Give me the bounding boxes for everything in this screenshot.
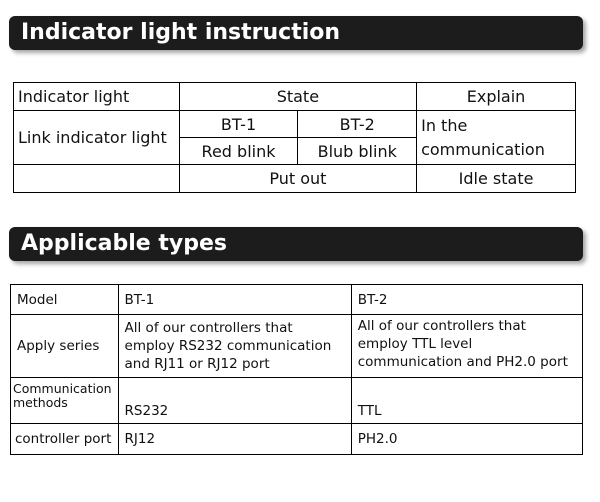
table-header-row (14, 83, 576, 111)
table-row (11, 285, 583, 315)
link-indicator-label: Link indicator light (14, 111, 180, 165)
text-line: Communication (13, 381, 112, 396)
header-indicator-light: Indicator light (14, 83, 180, 111)
text-line: All of our controllers that (124, 320, 293, 336)
text-line: communication and PH2.0 port (357, 354, 568, 370)
explain-line: In the (421, 115, 468, 135)
controller-port-label: controller port (11, 424, 119, 455)
text-line: employ TTL level (357, 336, 473, 352)
link-explain (417, 111, 576, 165)
empty-cell (14, 165, 180, 193)
explain-line: communication (421, 139, 545, 159)
text-line: and RJ11 or RJ12 port (124, 356, 270, 372)
comm-bt2: TTL (351, 378, 582, 424)
bt2-state: Blub blink (298, 138, 417, 165)
model-bt1: BT-1 (118, 285, 351, 315)
bt1-state: Red blink (179, 138, 298, 165)
table-row (11, 424, 583, 455)
bt2-label: BT-2 (298, 111, 417, 138)
header-explain: Explain (417, 83, 576, 111)
idle-state: Put out (179, 165, 416, 193)
apply-series-label: Apply series (11, 315, 119, 378)
section-title-applicable-types: Applicable types (9, 227, 583, 261)
applicable-types-table (10, 284, 583, 455)
text-line: employ RS232 communication (124, 338, 332, 354)
section-title-indicator-light: Indicator light instruction (9, 16, 583, 50)
apply-series-bt1 (118, 315, 351, 378)
model-bt2: BT-2 (351, 285, 582, 315)
table-row (14, 165, 576, 193)
text-line: All of our controllers that (357, 318, 526, 334)
model-label: Model (11, 285, 119, 315)
table-row (14, 111, 576, 138)
idle-explain: Idle state (417, 165, 576, 193)
comm-bt1: RS232 (118, 378, 351, 424)
table-row (11, 378, 583, 424)
port-bt1: RJ12 (118, 424, 351, 455)
communication-methods-label (11, 378, 119, 424)
header-state: State (179, 83, 416, 111)
indicator-light-table (13, 82, 576, 193)
port-bt2: PH2.0 (351, 424, 582, 455)
text-line: methods (13, 395, 68, 410)
table-row (11, 315, 583, 378)
apply-series-bt2 (351, 315, 582, 378)
bt1-label: BT-1 (179, 111, 298, 138)
